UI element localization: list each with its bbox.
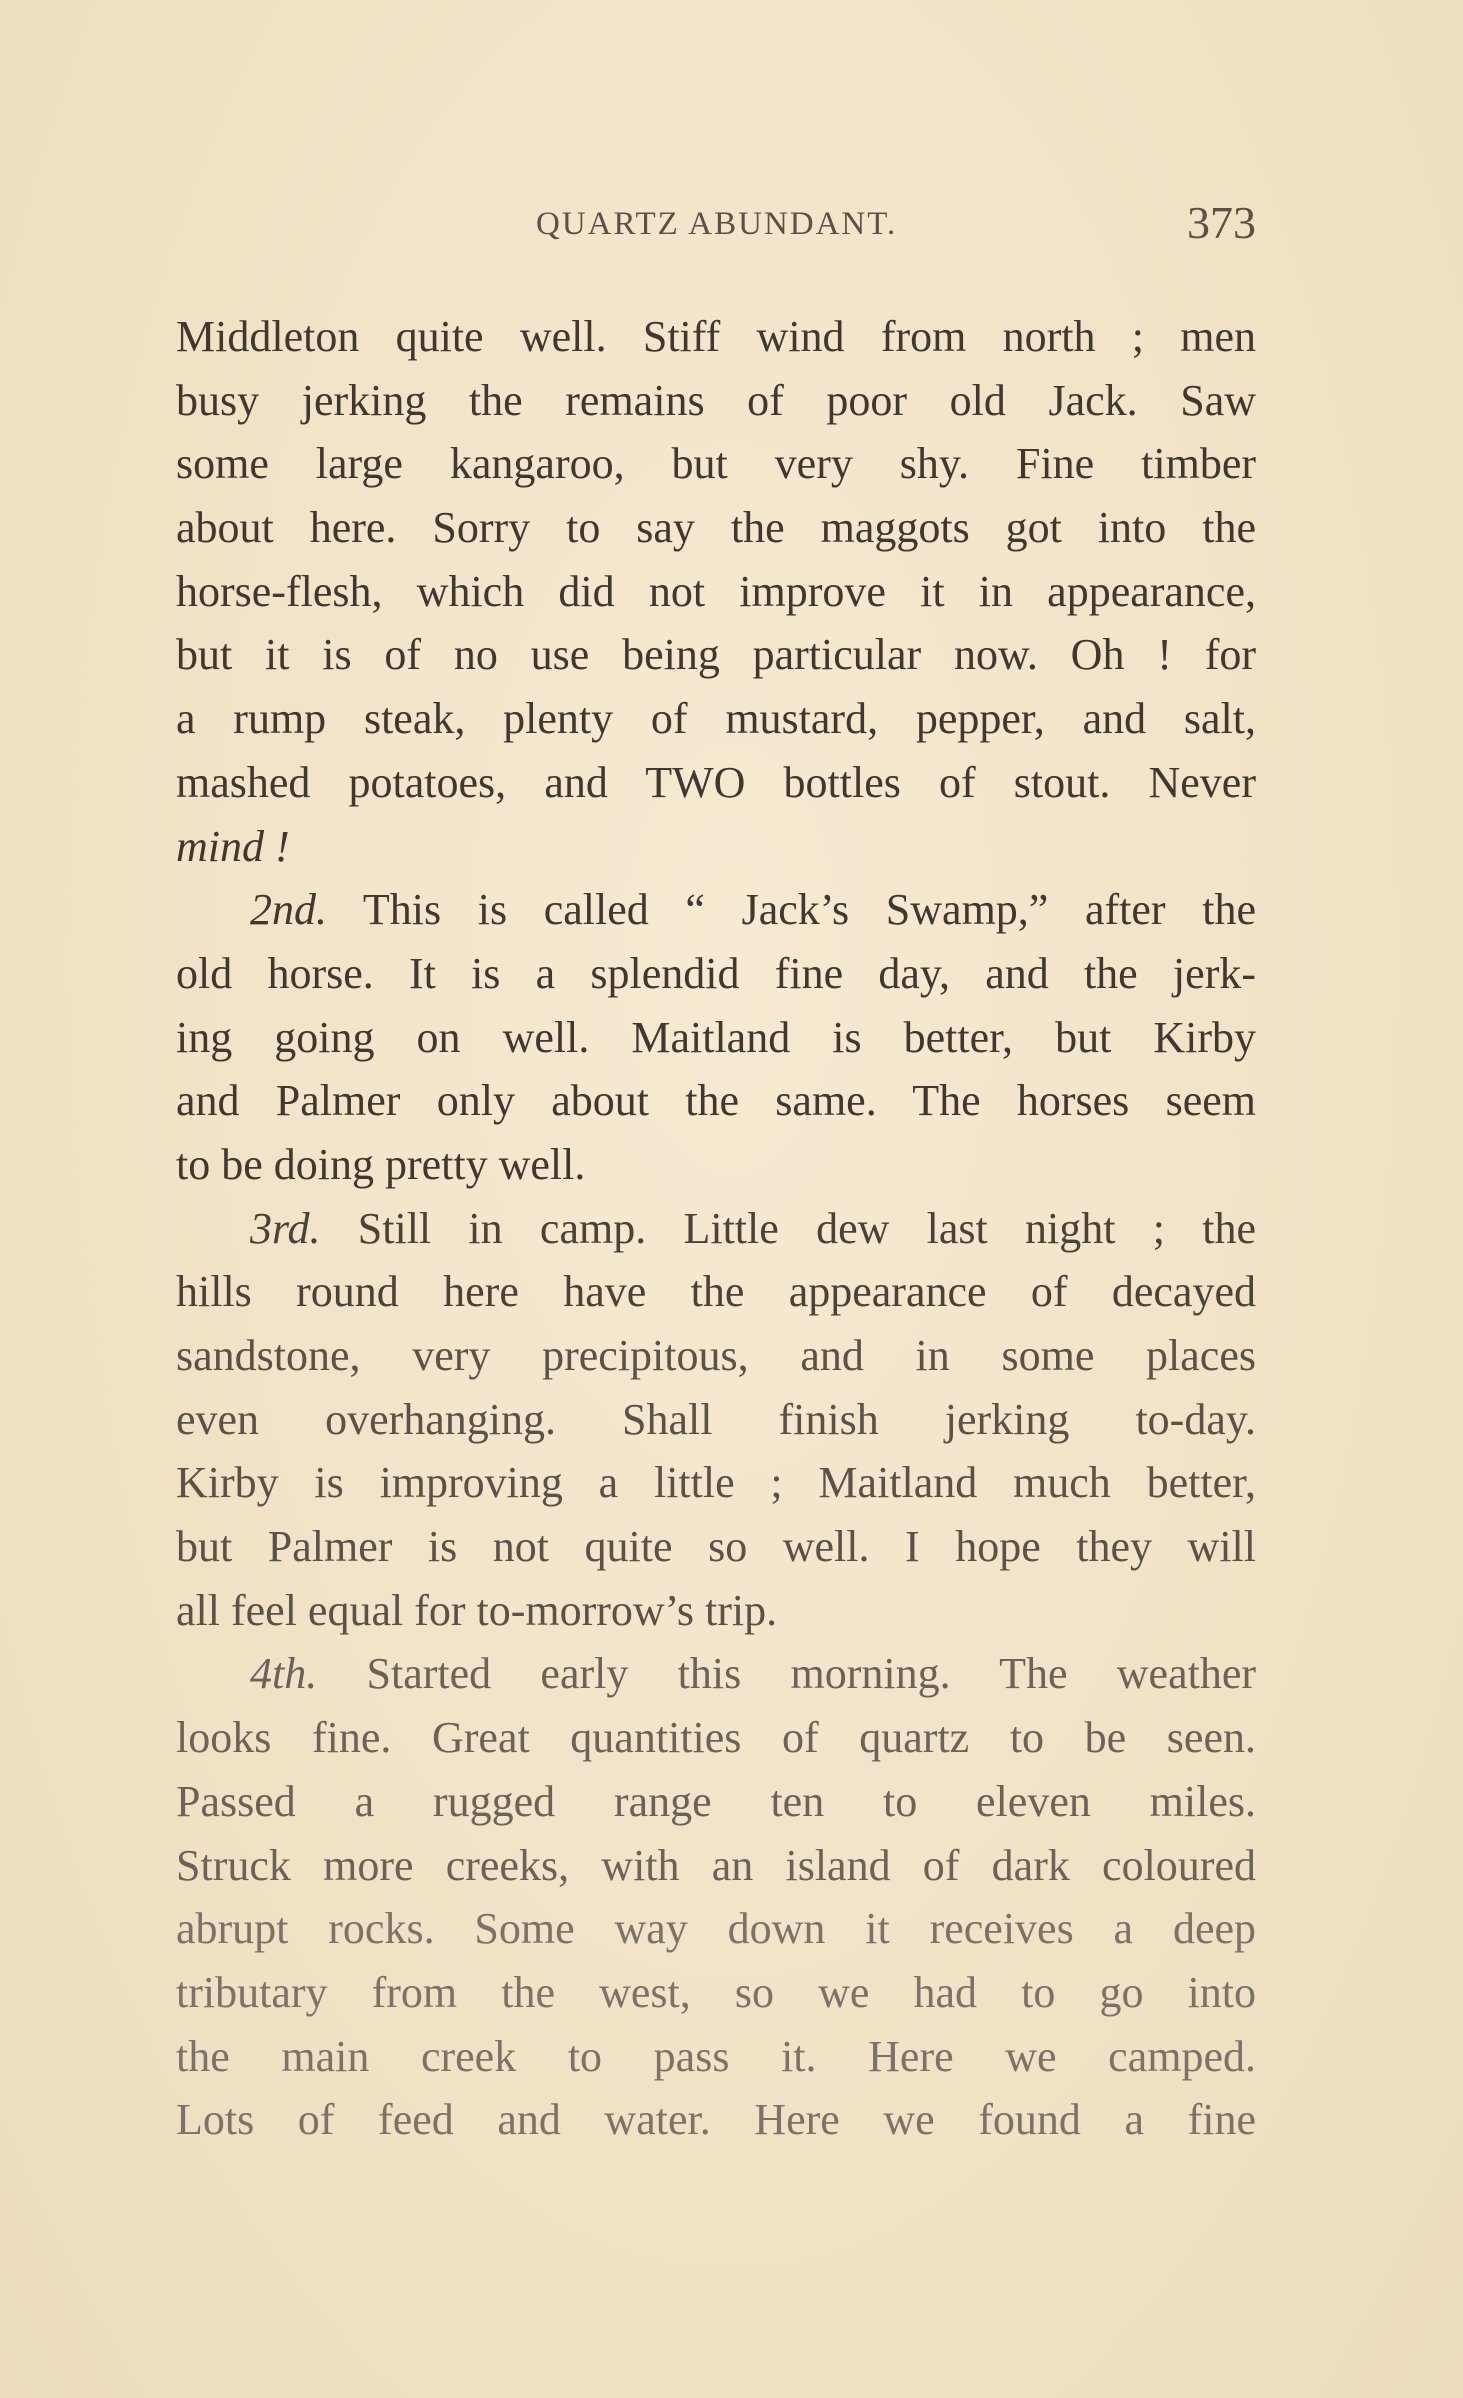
text-line: Struck more creeks, with an island of dark coloured <box>176 1840 1256 1890</box>
text-line: the main creek to pass it. Here we camped. <box>176 2031 1256 2081</box>
text-line: to be doing pretty well. <box>176 1139 586 1189</box>
paragraph-start-line <box>176 1197 1256 1261</box>
text-line: horse-flesh, which did not improve it in appearance, <box>176 566 1256 616</box>
text-line: abrupt rocks. Some way down it receives a deep <box>176 1904 1256 1954</box>
text-line: a rump steak, plenty of mustard, pepper, and salt, <box>176 694 1256 744</box>
text-line: Lots of feed and water. Here we found a fine <box>176 2095 1256 2145</box>
text-line: hills round here have the appearance of decayed <box>176 1267 1256 1317</box>
entry-date: 4th. <box>250 1649 318 1699</box>
text-line: Kirby is improving a little ; Maitland much better, <box>176 1458 1256 1508</box>
text-line: Started early this morning. The weather <box>366 1649 1257 1699</box>
running-head <box>176 196 1256 256</box>
text-line: but it is of no use being particular now. Oh ! for <box>176 630 1256 680</box>
text-line: some large kangaroo, but very shy. Fine timber <box>176 439 1256 489</box>
text-line: mashed potatoes, and TWO bottles of stout. Never <box>176 757 1256 807</box>
entry-date: 2nd. <box>250 885 327 935</box>
page-number: 373 <box>1187 197 1256 248</box>
text-line: Middleton quite well. Stiff wind from north ; men <box>176 312 1256 361</box>
text-line: and Palmer only about the same. The horses seem <box>176 1076 1256 1126</box>
italic-phrase: mind ! <box>176 821 290 871</box>
body-text <box>176 305 1256 2152</box>
text-line: Still in camp. Little dew last night ; the <box>357 1203 1257 1253</box>
text-line: all feel equal for to-morrow’s trip. <box>176 1585 778 1635</box>
text-line: looks fine. Great quantities of quartz to be seen. <box>176 1713 1256 1763</box>
text-line: ing going on well. Maitland is better, but Kirby <box>176 1012 1256 1062</box>
running-title: QUARTZ ABUNDANT. <box>536 206 898 242</box>
text-line: even overhanging. Shall finish jerking to-day. <box>176 1394 1256 1444</box>
text-line: but Palmer is not quite so well. I hope they will <box>176 1522 1256 1572</box>
paragraph-start-line <box>176 1642 1256 1706</box>
text-line <box>176 815 1256 879</box>
text-line: sandstone, very precipitous, and in some places <box>176 1331 1256 1380</box>
text-line: tributary from the west, so we had to go into <box>176 1967 1256 2017</box>
paragraph-start-line <box>176 878 1256 942</box>
text-line: This is called “ Jack’s Swamp,” after the <box>362 885 1256 935</box>
entry-date: 3rd. <box>250 1203 321 1253</box>
text-line: Passed a rugged range ten to eleven miles. <box>176 1776 1256 1826</box>
text-line: about here. Sorry to say the maggots got into the <box>176 503 1256 553</box>
text-line: busy jerking the remains of poor old Jack. Saw <box>176 375 1256 425</box>
text-line: old horse. It is a splendid fine day, and the jerk- <box>176 948 1256 998</box>
